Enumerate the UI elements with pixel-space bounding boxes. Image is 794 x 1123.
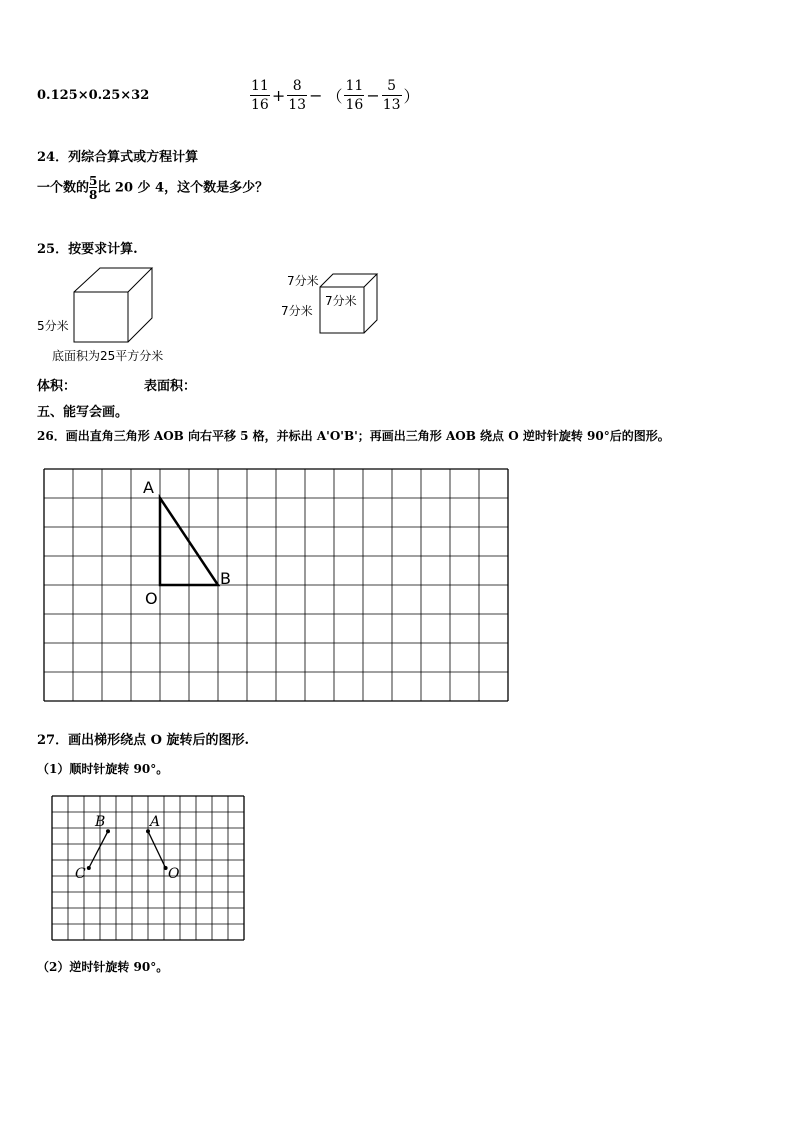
fraction-1: $\frac{11}{16}$ <box>251 78 269 113</box>
fraction-5-8: $\frac{5}{8}$ <box>89 174 98 202</box>
fraction-2: $\frac{8}{13}$ <box>288 78 307 113</box>
surface-area-label: 表面积： <box>144 379 197 394</box>
cube-top-label: 7分米 <box>287 274 319 288</box>
question-24-title: 24．列综合算式或方程计算 <box>37 150 199 165</box>
trapezoid-label-o: O <box>168 866 180 882</box>
label-a: A <box>143 478 154 497</box>
label-o: O <box>145 589 158 608</box>
cuboid-base-label: 底面积为25平方分米 <box>52 349 164 363</box>
expression-1: 0.125×0.25×32 <box>37 88 150 103</box>
trapezoid-label-a: A <box>150 814 161 830</box>
question-27-title: 27．画出梯形绕点 O 旋转后的图形. <box>37 733 249 748</box>
question-26-title: 26．画出直角三角形 AOB 向右平移 5 格，并标出 A'O'B'；再画出三角形 AOB 绕点 O 逆时针旋转 90°后的图形。 <box>37 429 670 443</box>
fraction-4: $\frac{5}{13}$ <box>382 78 401 113</box>
trapezoid-label-c: C <box>75 866 86 882</box>
question-24-text: 一个数的 $\frac{5}{8}$ 比 20 少 4，这个数是多少？ <box>37 174 269 202</box>
trapezoid-label-b: B <box>95 814 106 830</box>
cube-front-label: 7分米 <box>325 294 357 308</box>
cube-left-label: 7分米 <box>281 304 313 318</box>
trapezoid-edge-cb <box>89 831 108 868</box>
question-27-part-2: （2）逆时针旋转 90°。 <box>37 960 169 974</box>
label-b: B <box>220 569 231 588</box>
question-27-part-1: （1）顺时针旋转 90°。 <box>37 762 169 776</box>
fraction-3: $\frac{11}{16}$ <box>345 78 364 113</box>
question-25-title: 25．按要求计算. <box>37 242 138 257</box>
section-5-title: 五、能写会画。 <box>37 405 129 420</box>
trapezoid-point-b <box>106 829 110 833</box>
trapezoid-point-o <box>164 866 168 870</box>
trapezoid-point-c <box>87 866 91 870</box>
trapezoid-edge-ao <box>148 831 166 868</box>
volume-label: 体积： <box>37 379 77 394</box>
expression-2: $\frac{11}{16}$ + $\frac{8}{13}$ − （ $\frac{11}{16}$ − $\frac{5}{13}$ ） <box>251 78 420 113</box>
cuboid-height-label: 5分米 <box>37 319 69 333</box>
